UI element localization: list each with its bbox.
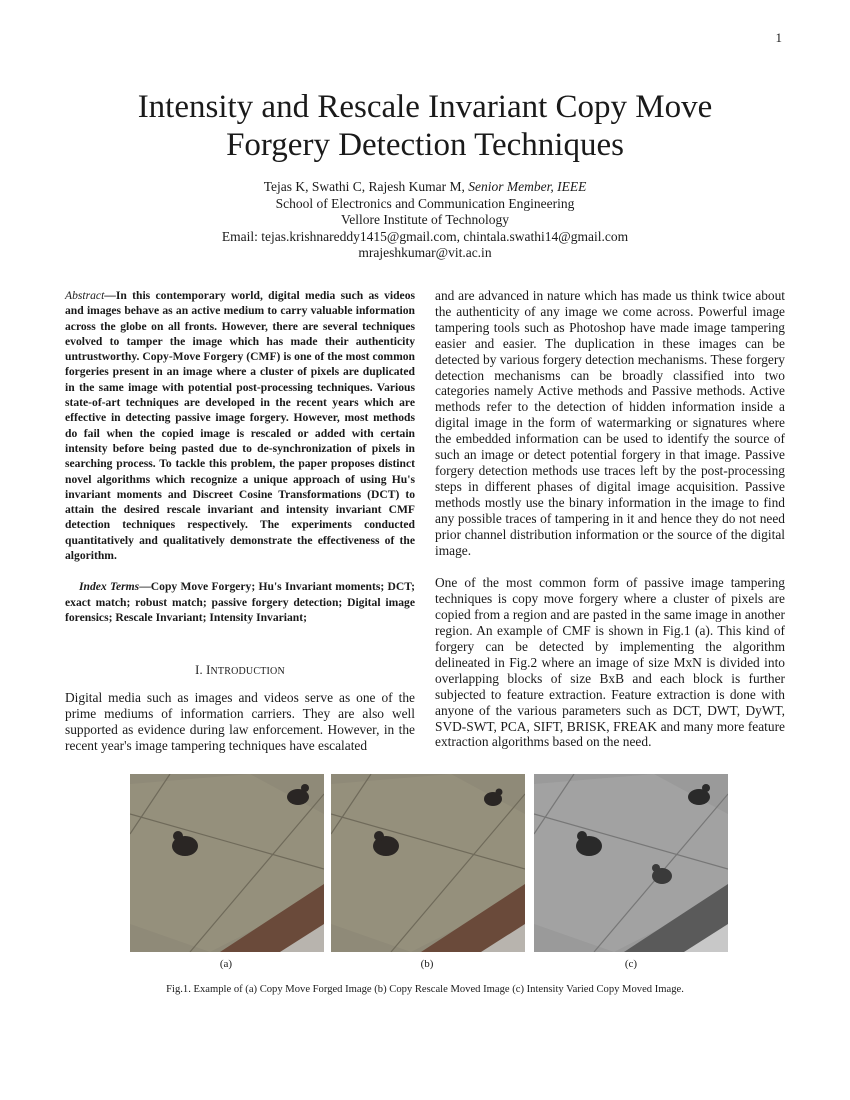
author-block [60, 179, 790, 262]
author-email-2: mrajeshkumar@vit.ac.in [358, 245, 492, 260]
author-email-1: Email: tejas.krishnareddy1415@gmail.com, chintala.swathi14@gmail.com [221, 228, 629, 244]
figure-caption: Fig.1. Example of (a) Copy Move Forged Image (b) Copy Rescale Moved Image (c) Intensity Varied Copy Moved Image. [166, 984, 684, 995]
figure-image-b [331, 774, 525, 952]
body-paragraph-1: and are advanced in nature which has made us think twice about the authenticity of any image we come across. Powerful image tampering tools such as Photoshop have made image tampering easier and easier. The duplication in these images can be detected by various forgery detection mechanisms. These forgery detection mechanisms can be broadly classified into two categories namely Active methods and Passive methods. Active methods refer to the detection of hidden information inside a digital image in the form of watermarking or signatures where the embedded information can be used to identify the source of such an image or detect potential forgery in that image. Passive forgery detection methods use traces left by the post-processing steps in different phases of digital image acquisition. Passive methods mostly use the binary information in the image to find any possible traces of tampering in it and hence they do not need prior channel distribution information or the source of the digital image. [435, 288, 785, 558]
figure-image-a [130, 774, 324, 952]
section-initial: I [206, 663, 211, 678]
figure-label-c: (c) [624, 958, 638, 970]
section-heading-introduction [65, 663, 415, 680]
right-column [435, 288, 785, 750]
index-terms-text: —Copy Move Forgery; Hu's Invariant moments; DCT; exact match; robust match; passive forgery detection; Digital image forensics; Rescale Invariant; Intensity Invariant; [65, 580, 415, 624]
author-role: Senior Member, IEEE [468, 179, 587, 194]
body-paragraph-2: One of the most common form of passive image tampering techniques is copy move forgery where a cluster of pixels are copied from a region and are pasted in the same image in another region. An example of CMF is shown in Fig.1 (a). This kind of forgery can be detected by implementing the algorithm delineated in Fig.2 where an image of size MxN is divided into overlapping blocks of size BxB and each block is further subjected to feature extraction. Feature extraction is done with anyone of the various parameters such as DCT, DWT, DyWT, SVD-SWT, PCA, SIFT, BRISK, FREAK and many more feature extraction algorithms based on the need. [435, 575, 785, 750]
abstract [65, 288, 415, 563]
figure-label-a: (a) [219, 958, 233, 970]
title-line-1: Intensity and Rescale Invariant Copy Move [137, 89, 713, 125]
intro-paragraph: Digital media such as images and videos serve as one of the prime mediums of information carriers. They are also well supported as evidence during law enforcement. However, in the recent year's image tampering techniques have escalated [65, 690, 415, 753]
figure-1 [130, 774, 730, 954]
section-numeral: I. [195, 663, 203, 678]
abstract-text: —In this contemporary world, digital media such as videos and images behave as an active medium to carry valuable information across the globe on all fronts. However, there are several techniques evolved to tamper the image which has made their authenticity untrustworthy. Copy-Move Forgery (CMF) is one of the most common forgeries present in an image where a cluster of pixels are duplicated in the same image with potential post-processing techniques. Various state-of-art techniques are developed in the recent years which are effective in detecting passive image forgery. However, most methods do fail when the copied image is rescaled or added with certain intensity before being pasted due to de-synchronization of pixels in searching process. To tackle this problem, the paper proposes distinct novel algorithms which recognize a unique approach of using Hu's invariant moments and Discreet Cosine Transformations (DCT) to attain the desired rescale invariant and intensity invariant CMF detection techniques respectively. The experiments conducted quantitatively and qualitatively demonstrate the effectiveness of the algorithm. [65, 289, 415, 563]
section-title-rest: NTRODUCTION [210, 666, 285, 678]
abstract-lead: Abstract [65, 289, 105, 302]
author-names: Tejas K, Swathi C, Rajesh Kumar M, [263, 179, 465, 194]
index-terms [65, 579, 415, 625]
author-school: School of Electronics and Communication Engineering [275, 195, 575, 211]
figure-label-b: (b) [420, 958, 434, 970]
index-terms-lead: Index Terms [79, 580, 140, 594]
title-line-2: Forgery Detection Techniques [226, 127, 624, 163]
author-names-line [60, 179, 790, 196]
left-column [65, 288, 415, 754]
page-number: 1 [775, 30, 782, 45]
paper-title [60, 88, 790, 164]
author-institute: Vellore Institute of Technology [341, 212, 509, 227]
figure-image-c [534, 774, 728, 952]
